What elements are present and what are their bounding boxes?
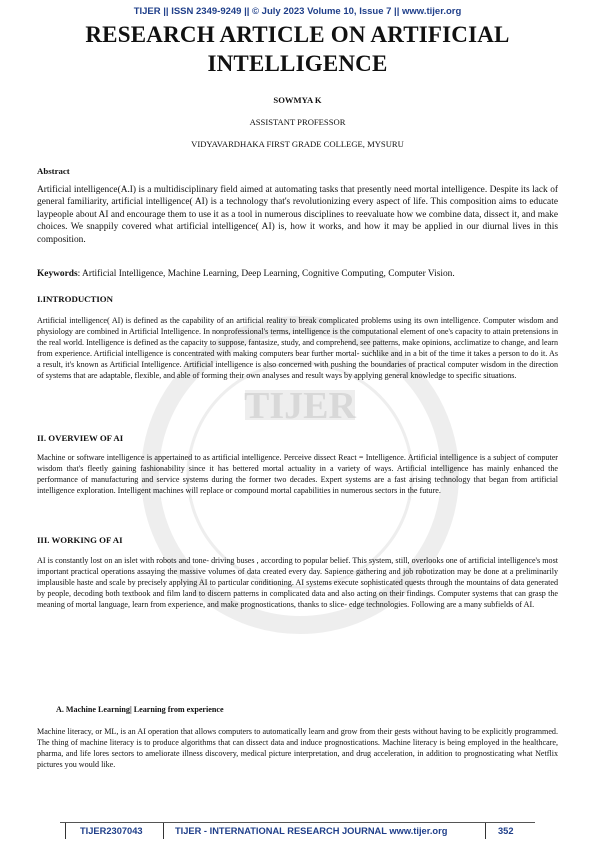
journal-header-line: TIJER || ISSN 2349-9249 || © July 2023 Volume 10, Issue 7 || www.tijer.org (133, 6, 462, 17)
author-role: ASSISTANT PROFESSOR (249, 117, 346, 127)
author-affiliation: VIDYAVARDHAKA FIRST GRADE COLLEGE, MYSURU (191, 139, 404, 149)
footer-divider (163, 823, 164, 839)
article-title-line1: RESEARCH ARTICLE ON ARTIFICIAL (85, 22, 510, 47)
footer-paper-id: TIJER2307043 (80, 826, 143, 836)
article-title-line2: INTELLIGENCE (207, 51, 388, 76)
footer-divider (485, 823, 486, 839)
introduction-heading: I.INTRODUCTION (37, 294, 114, 304)
keywords-text: : Artificial Intelligence, Machine Learning, Deep Learning, Cognitive Computing, Computer Vision. (77, 269, 455, 279)
introduction-text: Artificial intelligence( AI) is defined as the capability of an artificial reality to break complicated problems using its own intelligence. Computer wisdom and physiology are combined in Artificial Intelligence. In nonprofessional's terms, intelligence is the computational element of one's capacity to attain pretensions in the real world. Intelligence is defined as the capacity to suppose, fantasize, study, and comprehend, see patterns, make opinions, acclimatize to change, and learn from experience. Artificial intelligence is concentrated with making computers bear further mortal- suchlike and in a bit of the time it takes a person to do it. As a result, it's known as Artificial Intelligence. Artificial intelligence is also concerned with pushing the boundaries of practical computer wisdom in the direction of systems that are adaptable, flexible, and able of forming their own analyses and result ways by applying general knowledge to specific situations. (37, 316, 558, 380)
working-text: AI is constantly lost on an islet with robots and tone- driving buses , according to popular belief. This system, still, overlooks one of artificial intelligence's most important practical operations assaying the massive volumes of data created every day. Sapience gathering and job robotization may be done at a preliminarily implausible haste and scale by precisely applying AI to particular conditioning. AI systems execute sophisticated quests through the mountains of data generated by people, decoding both textbook and film land to discern patterns in complicated data and also acting on their findings. Computer systems that can grasp the meaning of mortal language, learn from experience, and make prognostications, thanks to slice- edge technologies. Following are a many subfields of AI. (37, 556, 558, 609)
page-footer (60, 822, 535, 839)
footer-page-number: 352 (498, 826, 514, 836)
article-title (40, 20, 555, 78)
overview-text: Machine or software intelligence is appertained to as artificial intelligence. Perceive dissect React = Intelligence. Artificial intelligence is a subject of computer wisdom that's fleetly gaining fashionability since it has bettered mortal actuality in a variety of ways. Artificial intelligence has mainly enhanced the performance of manufacturing and service systems during the former two decades. Expert systems are a fast arising technology that began from artificial intelligence exploration. Intelligent machines will replace or compound mortal capabilities in numerous sectors in the future. (37, 453, 558, 495)
keywords-line (37, 268, 558, 280)
keywords-label: Keywords (37, 269, 78, 279)
working-heading: III. WORKING OF AI (37, 535, 123, 545)
machine-learning-heading: A. Machine Learning| Learning from experience (56, 705, 224, 714)
abstract-text: Artificial intelligence(A.I) is a multidisciplinary field aimed at automating tasks that presently need mortal intelligence. Despite its lack of general familiarity, artificial intelligence( AI) is a technology that's revolutionizing every aspect of life. This composition aims to educate laypeople about AI and encourage them to use it as a tool in numerous disciplines to reevaluate how we combine data, dissect it, and make choices. We snappily covered what artificial intelligence( AI) is, how it works, and how it may be applied in our diurnal lives in this composition. (37, 185, 558, 245)
watermark-text: TIJER (244, 385, 356, 427)
machine-learning-text: Machine literacy, or ML, is an AI operation that allows computers to automatically learn and grow from their gests without having to be explicitly programmed. The thing of machine literacy is to produce algorithms that can dissect data and induce prognostications. Machine literacy is being employed in the healthcare, pharma, and life lores sectors to ameliorate illness discovery, medical picture interpretation, and drug acceleration, in addition to prognosticating what Netflix pictures you would like. (37, 727, 558, 769)
author-name: SOWMYA K (273, 95, 322, 105)
footer-divider (65, 823, 66, 839)
footer-journal-name: TIJER - INTERNATIONAL RESEARCH JOURNAL www.tijer.org (175, 826, 448, 836)
overview-heading: II. OVERVIEW OF AI (37, 433, 124, 443)
abstract-heading: Abstract (37, 166, 70, 176)
